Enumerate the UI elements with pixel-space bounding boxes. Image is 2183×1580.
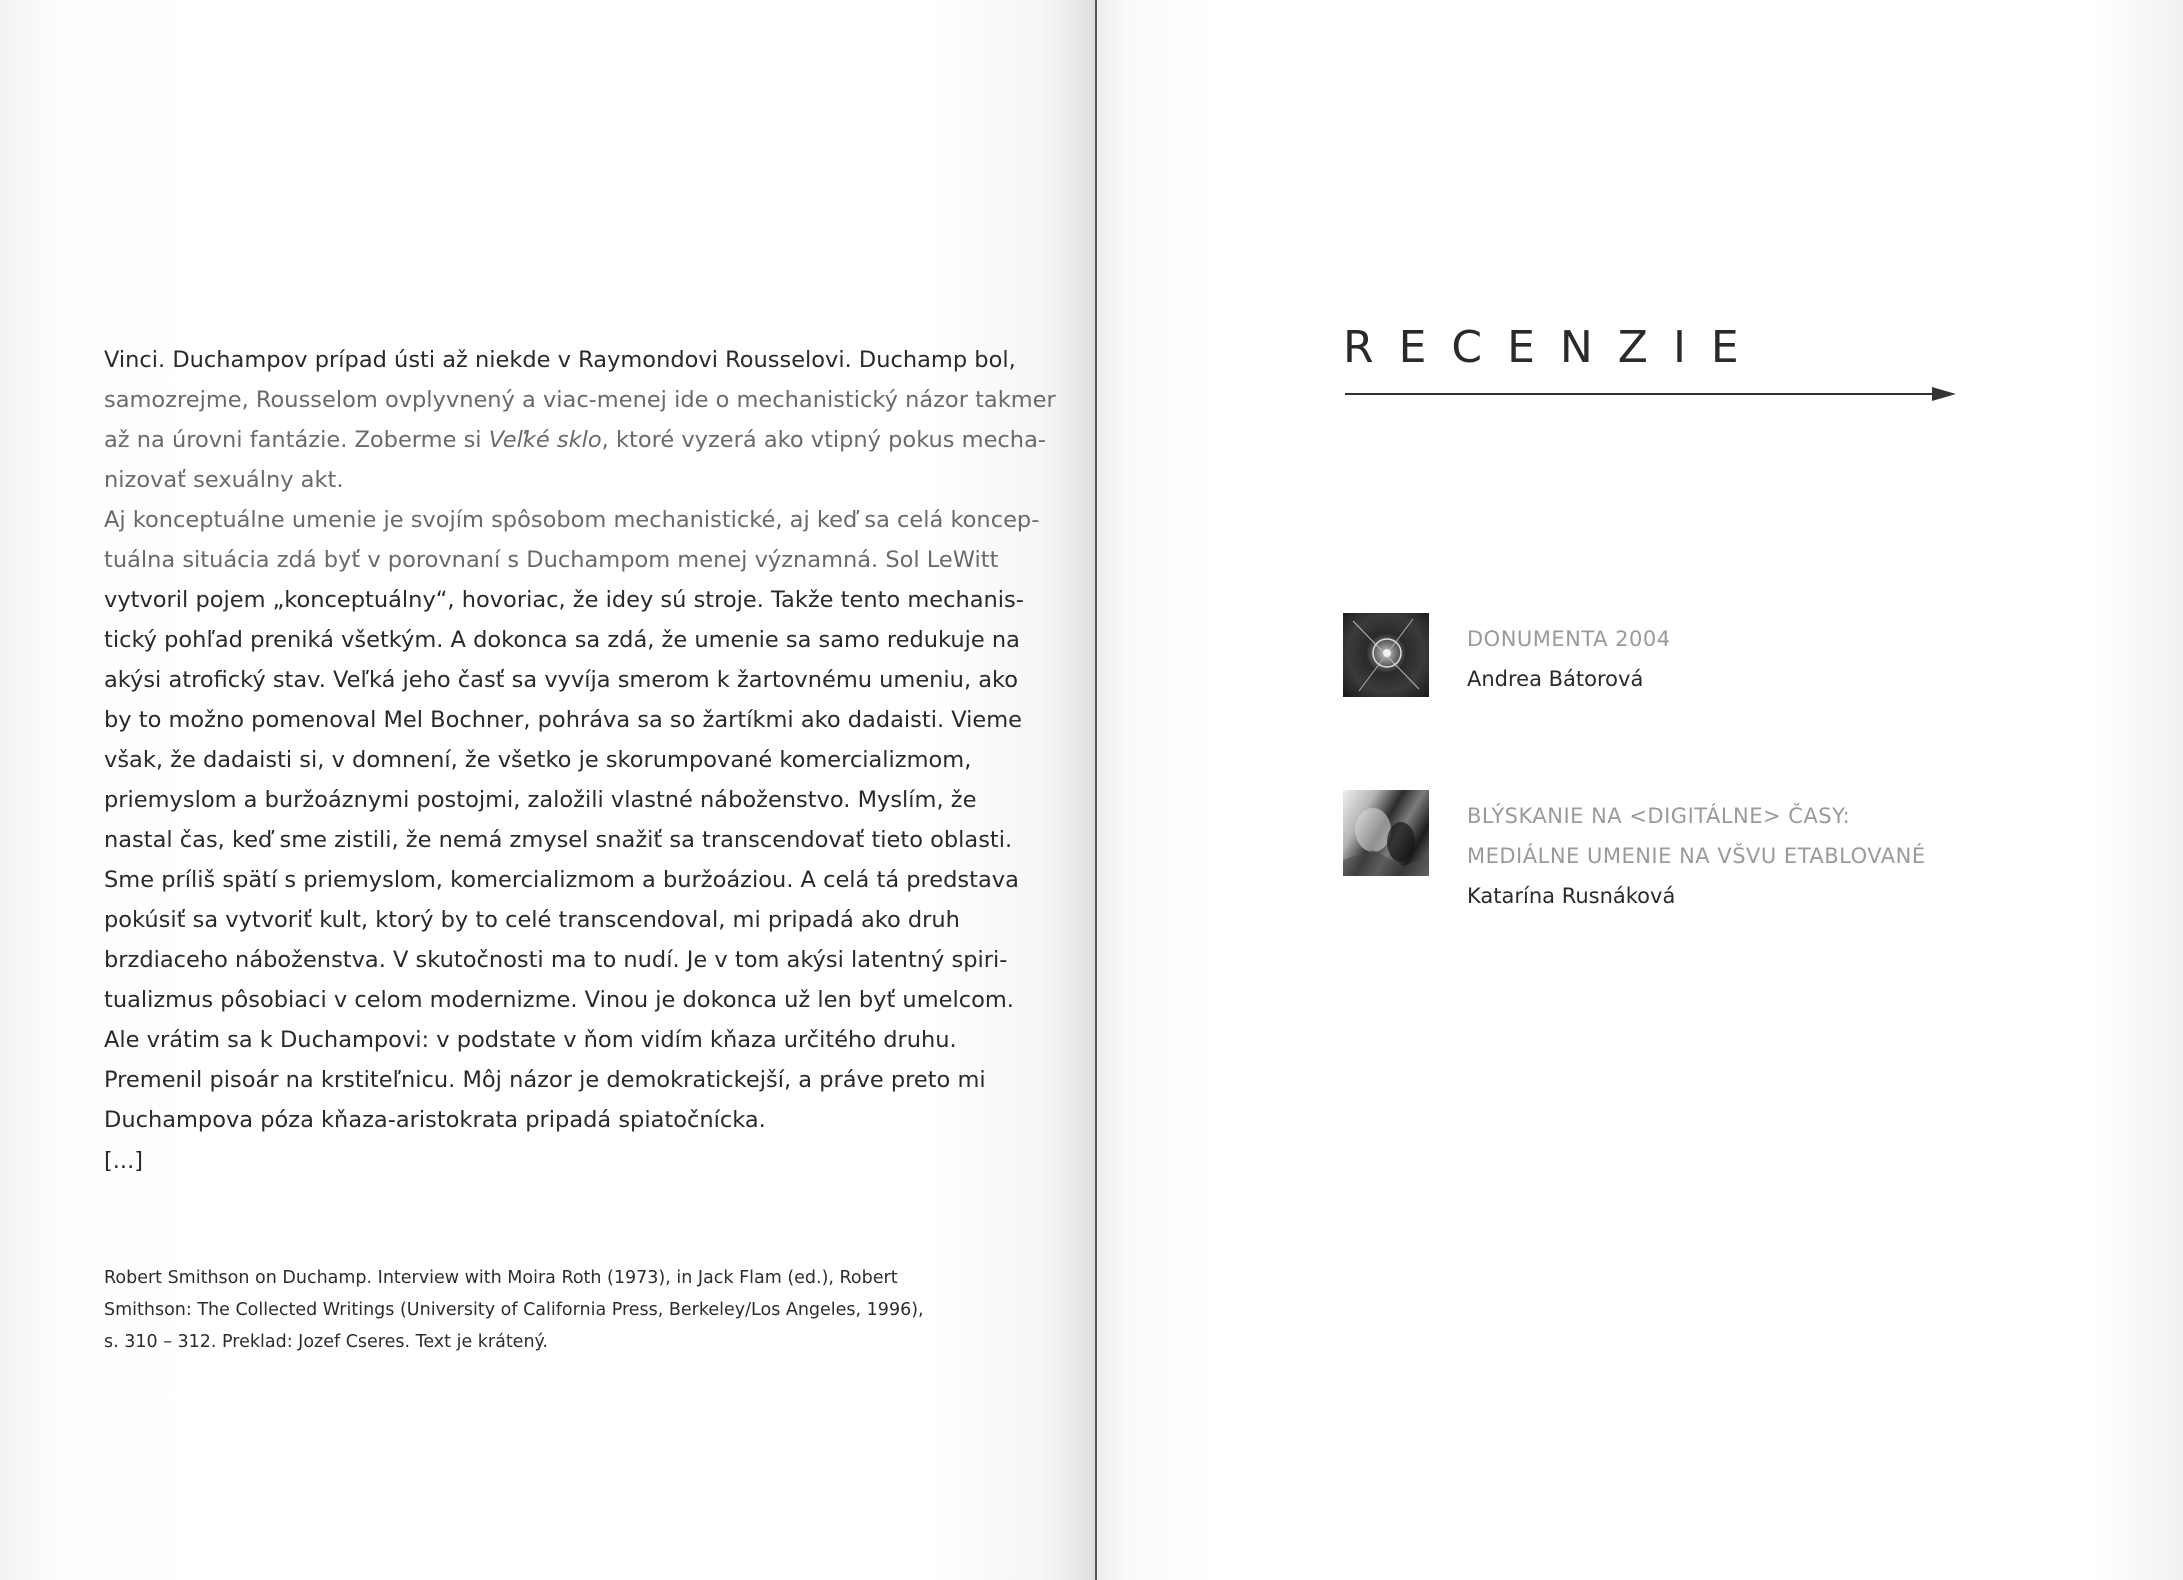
toc-entry-text <box>1467 796 2027 916</box>
body-line: Ale vrátim sa k Duchampovi: v podstate v ňom vidím kňaza určitého druhu. <box>104 1027 957 1053</box>
source-note-line: Smithson: The Collected Writings (University of California Press, Berkeley/Los Angeles, 1996), <box>104 1300 924 1320</box>
gutter-shadow <box>1060 0 1095 1580</box>
toc-title-line: BLÝSKANIE NA <DIGITÁLNE> ČASY: <box>1467 804 1851 828</box>
body-line: tuálna situácia zdá byť v porovnaní s Duchampom menej významná. Sol LeWitt <box>104 547 999 573</box>
body-line <box>104 420 1046 460</box>
body-line: nizovať sexuálny akt. <box>104 467 344 493</box>
body-line: Vinci. Duchampov prípad ústi až niekde v Raymondovi Rousselovi. Duchamp bol, <box>104 347 1016 373</box>
thumbnail-graphic <box>1343 613 1429 697</box>
toc-entry-text <box>1467 619 2027 699</box>
toc-title-line: MEDIÁLNE UMENIE NA VŠVU ETABLOVANÉ <box>1467 844 1926 868</box>
body-line: vytvoril pojem „konceptuálny“, hovoriac, že idey sú stroje. Takže tento mechanis- <box>104 587 1024 613</box>
toc-title-line: DONUMENTA 2004 <box>1467 627 1671 651</box>
right-page <box>1095 0 2183 1580</box>
source-note <box>104 1262 1004 1358</box>
artwork-title: Veľké sklo <box>488 427 602 453</box>
omission-mark: [...] <box>104 1148 144 1174</box>
body-line: tualizmus pôsobiaci v celom modernizme. Vinou je dokonca už len byť umelcom. <box>104 987 1014 1013</box>
title-rule <box>1345 393 1935 395</box>
photo-thumbnail-icon <box>1343 613 1429 697</box>
source-note-line: Robert Smithson on Duchamp. Interview with Moira Roth (1973), in Jack Flam (ed.), Robert <box>104 1268 898 1288</box>
section-title: RECENZIE <box>1343 322 1764 373</box>
body-line: by to možno pomenoval Mel Bochner, pohráva sa so žartíkmi ako dadaisti. Vieme <box>104 707 1023 733</box>
body-line: pokúsiť sa vytvoriť kult, ktorý by to celé transcendoval, mi pripadá ako druh <box>104 907 960 933</box>
body-line: brzdiaceho náboženstva. V skutočnosti ma to nudí. Je v tom akýsi latentný spiri- <box>104 947 1008 973</box>
body-line: Duchampova póza kňaza-aristokrata pripadá spiatočnícka. <box>104 1107 766 1133</box>
body-line: Aj konceptuálne umenie je svojím spôsobom mechanistické, aj keď sa celá koncep- <box>104 507 1040 533</box>
photo-thumbnail-icon <box>1343 790 1429 876</box>
book-gutter <box>1095 0 1097 1580</box>
thumbnail-graphic <box>1343 790 1429 876</box>
source-note-line: s. 310 – 312. Preklad: Jozef Cseres. Text je krátený. <box>104 1332 548 1352</box>
body-line: priemyslom a buržoáznymi postojmi, založili vlastné náboženstvo. Myslím, že <box>104 787 977 813</box>
body-line: akýsi atrofický stav. Veľká jeho časť sa vyvíja smerom k žartovnému umeniu, ako <box>104 667 1019 693</box>
body-line: samozrejme, Rousselom ovplyvnený a viac-menej ide o mechanistický názor takmer <box>104 387 1056 413</box>
body-line: Premenil pisoár na krstiteľnicu. Môj názor je demokratickejší, a práve preto mi <box>104 1067 986 1093</box>
arrow-icon <box>1932 387 1956 401</box>
body-line: tický pohľad preniká všetkým. A dokonca sa zdá, že umenie sa samo redukuje na <box>104 627 1020 653</box>
body-line-suffix: , ktoré vyzerá ako vtipný pokus mecha- <box>601 427 1046 453</box>
toc-author: Andrea Bátorová <box>1467 667 1644 691</box>
article-body <box>104 340 1056 1140</box>
body-line-prefix: až na úrovni fantázie. Zoberme si <box>104 427 489 453</box>
body-line: nastal čas, keď sme zistili, že nemá zmysel snažiť sa transcendovať tieto oblasti. <box>104 827 1013 853</box>
toc-author: Katarína Rusnáková <box>1467 884 1676 908</box>
body-line: Sme príliš spätí s priemyslom, komercializmom a buržoáziou. A celá tá predstava <box>104 867 1019 893</box>
body-line: však, že dadaisti si, v domnení, že všetko je skorumpované komercializmom, <box>104 747 972 773</box>
